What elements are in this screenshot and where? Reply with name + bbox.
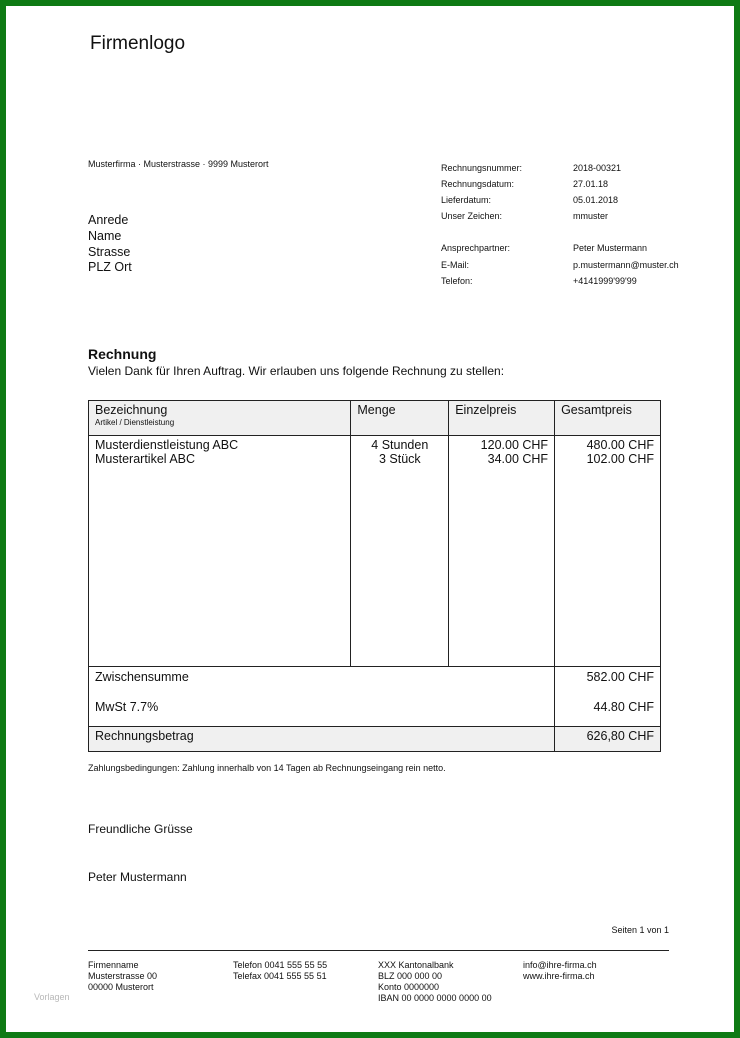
table-row-unit-price: 34.00 CHF <box>487 452 549 466</box>
meta-label-invoice-number: Rechnungsnummer: <box>441 163 523 173</box>
footer-bank-name: XXX Kantonalbank <box>378 960 454 970</box>
meta-value-delivery-date: 05.01.2018 <box>573 195 619 205</box>
vat-row <box>89 698 661 727</box>
footer-company-name: Firmenname <box>88 960 139 970</box>
subtotal-row <box>89 667 661 699</box>
footer-email: info@ihre-firma.ch <box>523 960 597 970</box>
table-header-row <box>89 401 661 436</box>
closing-greeting: Freundliche Grüsse <box>88 822 193 836</box>
header-description-sublabel: Artikel / Dienstleistung <box>95 418 175 427</box>
table-row-quantity: 3 Stück <box>378 452 421 466</box>
footer-company-city: 00000 Musterort <box>88 982 154 992</box>
meta-label-phone: Telefon: <box>441 276 473 286</box>
table-row-unit-price: 120.00 CHF <box>480 438 549 452</box>
footer-bank-account: Konto 0000000 <box>378 982 440 992</box>
footer-company <box>88 960 157 993</box>
subtotal-label: Zwischensumme <box>89 667 555 699</box>
sender-address-line: Musterfirma · Musterstrasse · 9999 Musterort <box>88 159 269 169</box>
grand-total-row <box>89 727 661 752</box>
footer-divider <box>88 950 669 951</box>
table-row-total: 102.00 CHF <box>586 452 654 466</box>
header-description-label: Bezeichnung <box>95 403 168 417</box>
table-row-description: Musterartikel ABC <box>95 452 196 466</box>
recipient-street: Strasse <box>88 245 131 259</box>
recipient-city: PLZ Ort <box>88 260 132 274</box>
grand-total-label: Rechnungsbetrag <box>89 727 555 752</box>
meta-value-invoice-date: 27.01.18 <box>573 179 609 189</box>
company-logo: Firmenlogo <box>90 33 186 54</box>
meta-value-invoice-number: 2018-00321 <box>573 163 622 173</box>
page-number: Seiten 1 von 1 <box>611 925 669 935</box>
meta-value-reference: mmuster <box>573 211 609 221</box>
invoice-page <box>6 6 734 1032</box>
footer-phone <box>233 960 327 982</box>
footer-telephone: Telefon 0041 555 55 55 <box>233 960 328 970</box>
meta-value-contact: Peter Mustermann <box>573 243 648 253</box>
footer-bank <box>378 960 492 1004</box>
items-total-cell <box>555 436 661 667</box>
vat-value: 44.80 CHF <box>555 698 661 727</box>
items-unit-price-cell <box>449 436 555 667</box>
header-description <box>89 401 351 436</box>
meta-value-email: p.mustermann@muster.ch <box>573 260 679 270</box>
recipient-salutation: Anrede <box>88 213 129 227</box>
footer-website: www.ihre-firma.ch <box>523 971 595 981</box>
header-quantity: Menge <box>351 401 449 436</box>
items-description-cell <box>89 436 351 667</box>
meta-value-phone: +4141999'99'99 <box>573 276 637 286</box>
recipient-name: Name <box>88 229 122 243</box>
table-row-description: Musterdienstleistung ABC <box>95 438 239 452</box>
footer-bank-iban: IBAN 00 0000 0000 0000 00 <box>378 993 492 1003</box>
footer-web <box>523 960 597 982</box>
invoice-title: Rechnung <box>88 346 157 362</box>
meta-label-contact: Ansprechpartner: <box>441 243 511 253</box>
grand-total-value: 626,80 CHF <box>555 727 661 752</box>
items-quantity-cell <box>351 436 449 667</box>
vat-label: MwSt 7.7% <box>89 698 555 727</box>
payment-terms: Zahlungsbedingungen: Zahlung innerhalb von 14 Tagen ab Rechnungseingang rein netto. <box>88 763 446 773</box>
invoice-intro: Vielen Dank für Ihren Auftrag. Wir erlauben uns folgende Rechnung zu stellen: <box>88 364 505 378</box>
watermark: Vorlagen <box>34 992 70 1002</box>
header-total: Gesamtpreis <box>555 401 661 436</box>
signature-name: Peter Mustermann <box>88 870 187 884</box>
header-unit-price: Einzelpreis <box>449 401 555 436</box>
meta-label-reference: Unser Zeichen: <box>441 211 503 221</box>
meta-label-invoice-date: Rechnungsdatum: <box>441 179 515 189</box>
table-row-quantity: 4 Stunden <box>371 438 429 452</box>
meta-label-email: E-Mail: <box>441 260 470 270</box>
footer-company-street: Musterstrasse 00 <box>88 971 158 981</box>
meta-label-delivery-date: Lieferdatum: <box>441 195 492 205</box>
table-items-body <box>89 436 661 667</box>
invoice-table <box>88 400 661 752</box>
footer-telefax: Telefax 0041 555 55 51 <box>233 971 327 981</box>
subtotal-value: 582.00 CHF <box>555 667 661 699</box>
table-row-total: 480.00 CHF <box>586 438 654 452</box>
footer-bank-blz: BLZ 000 000 00 <box>378 971 443 981</box>
